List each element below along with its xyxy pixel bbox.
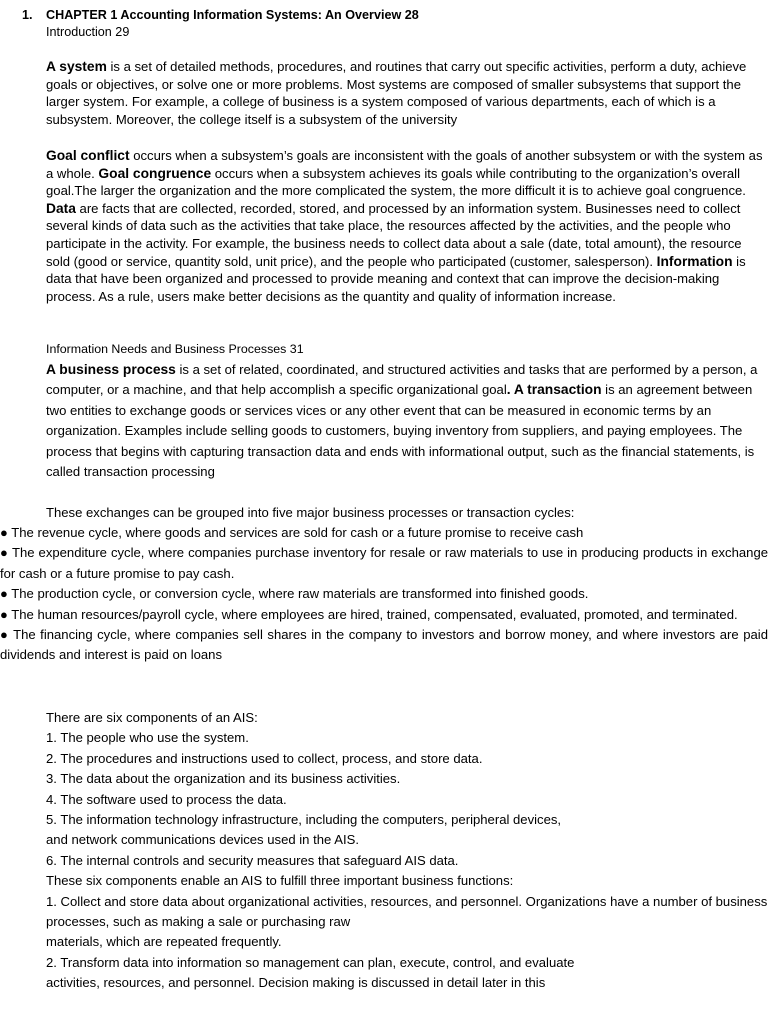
text-line: 6. The internal controls and security measures that safeguard AIS data. <box>46 852 459 868</box>
list-item-text: The human resources/payroll cycle, where employees are hired, trained, compensated, evaluated, promoted, and terminated. <box>11 606 738 622</box>
term-data: Data <box>46 200 76 216</box>
text-line: 5. The information technology infrastructure, including the computers, peripheral devices, <box>46 812 562 828</box>
paragraph-text: occurs when a subsystem achieves its goals while contributing to the organization’s overall goal.The larger the organization and the more complicated the system, the more difficult it is to achieve goal congruence. <box>46 165 746 199</box>
list-item <box>0 625 768 666</box>
bullet-icon: ● <box>0 606 8 622</box>
text-line: There are six components of an AIS: <box>46 710 258 725</box>
text-line: 2. Transform data into information so management can plan, execute, control, and evaluate <box>46 954 575 970</box>
term-goal-congruence: Goal congruence <box>98 165 212 181</box>
list-item-text: The expenditure cycle, where companies purchase inventory for resale or raw materials to use in producing products in exchange for cash or a future promise to pay cash. <box>0 545 768 581</box>
text-line: 2. The procedures and instructions used to collect, process, and store data. <box>46 750 483 766</box>
list-item-text: The revenue cycle, where goods and services are sold for cash or a future promise to receive cash <box>11 525 584 540</box>
list-item <box>0 584 768 604</box>
list-item <box>0 523 768 543</box>
paragraph-text: is data that have been organized and processed to provide meaning and context that can improve the decision-making process. As a rule, users make better decisions as the quantity and quality of information increase. <box>46 253 746 304</box>
paragraph-business-process <box>46 360 768 482</box>
transaction-cycles-list <box>0 523 768 666</box>
paragraph-text: is a set of detailed methods, procedures, and routines that carry out specific activities, perform a duty, achieve goals or objectives, or solve one or more problems. Most systems are composed of smaller subsystems that support the larger system. For example, a college of business is a system composed of various departments, each of which is a subsystem. Moreover, the college itself is a subsystem of the university <box>46 59 747 127</box>
ais-components-section <box>46 708 768 994</box>
bullet-icon: ● <box>0 586 8 602</box>
heading-number: 1. <box>22 8 33 22</box>
term-business-process: A business process <box>46 362 176 377</box>
text-line: 1. Collect and store data about organizational activities, resources, and personnel. Organizations have a number of business processes, such as making a sale or purchasing raw <box>46 893 768 930</box>
text-line: These six components enable an AIS to fulfill three important business functions: <box>46 873 514 889</box>
term-goal-conflict: Goal conflict <box>46 148 130 163</box>
paragraph-system <box>46 58 768 128</box>
text-line: materials, which are repeated frequently. <box>46 934 282 950</box>
list-item-text: The production cycle, or conversion cycle, where raw materials are transformed into finished goods. <box>11 586 589 602</box>
paragraph-text: are facts that are collected, recorded, stored, and processed by an information system. Businesses need to collect several kinds of data such as the activities that take place, the resources affected by the activities, and the people who participate in the activity. For example, the business needs to collect data about a sale (date, total amount), the resource sold (good or service, quantity sold, unit price), and the people who participated (customer, salesperson). <box>46 200 742 269</box>
chapter-heading <box>22 8 419 22</box>
text-line: and network communications devices used in the AIS. <box>46 832 359 848</box>
text-line: activities, resources, and personnel. Decision making is discussed in detail later in this <box>46 975 546 991</box>
paragraph-text: is a set of related, coordinated, and structured activities and tasks that are performed by a person, a computer, or a machine, and that help accomplish a specific organizational goal <box>46 362 758 398</box>
section-introduction: Introduction 29 <box>46 25 130 39</box>
text-line: 4. The software used to process the data. <box>46 791 287 807</box>
bullet-icon: ● <box>0 525 8 540</box>
term-information: Information <box>656 253 733 269</box>
text-line: 1. The people who use the system. <box>46 730 249 746</box>
bullet-icon: ● <box>0 545 9 561</box>
cycles-intro: These exchanges can be grouped into five major business processes or transaction cycles: <box>46 505 575 520</box>
paragraph-text: occurs when a subsystem’s goals are inconsistent with the goals of another subsystem or with the system as a whole. <box>46 148 763 181</box>
list-item <box>0 605 768 625</box>
section-subheading: Information Needs and Business Processes 31 <box>46 342 304 356</box>
bullet-icon: ● <box>0 627 9 643</box>
heading-title: CHAPTER 1 Accounting Information Systems: An Overview 28 <box>46 8 419 22</box>
list-item <box>0 543 768 584</box>
text-line: 3. The data about the organization and its business activities. <box>46 771 401 787</box>
list-item-text: The financing cycle, where companies sell shares in the company to investors and borrow money, and where investors are paid dividends and interest is paid on loans <box>0 627 768 663</box>
paragraph-text: is an agreement between two entities to exchange goods or services vices or any other event that can be measured in economic terms by an organization. Examples include selling goods to customers, buying inventory from suppliers, and paying employees. The process that begins with capturing transaction data and ends with informational output, such as the financial statements, is called transaction processing <box>46 382 755 480</box>
paragraph-goal-conflict <box>46 147 768 305</box>
term-system: A system <box>46 59 107 74</box>
term-transaction: . A transaction <box>506 382 602 398</box>
